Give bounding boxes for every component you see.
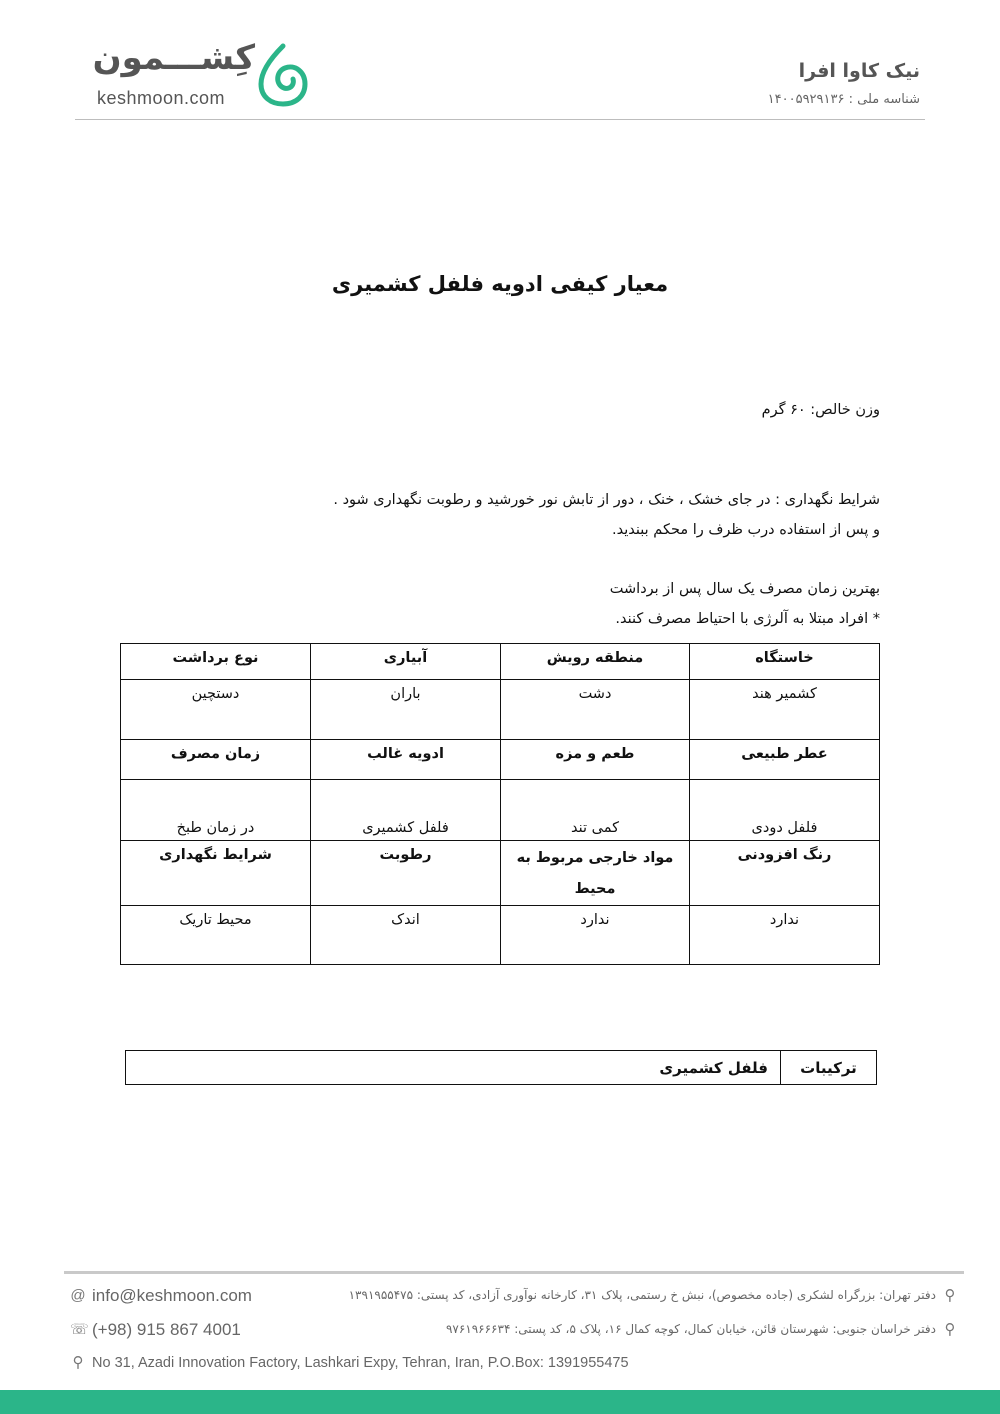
table-cell: دشت (501, 680, 690, 740)
letterhead (75, 30, 925, 120)
footer-khorasan-office: دفتر خراسان جنوبی: شهرستان قائن، خیابان کمال، کوچه کمال ۱۶، پلاک ۵، کد پستی: ۹۷۶۱۹۶۶۶۳۴ (445, 1322, 936, 1336)
footer-email: info@keshmoon.com (92, 1286, 252, 1305)
ingredients-value: فلفل کشمیری (126, 1051, 781, 1085)
table-header-cell: نوع برداشت (121, 644, 311, 680)
footer-row-email (64, 1286, 964, 1310)
table-row (121, 644, 880, 680)
footer-row-phone (64, 1320, 964, 1344)
allergy-note: * افراد مبتلا به آلرژی با احتیاط مصرف کنند. (615, 611, 880, 627)
company-name: نیک کاوا افرا (798, 60, 920, 82)
national-id: شناسه ملی : ۱۴۰۰۵۹۲۹۱۳۶ (767, 92, 920, 107)
table-cell: دستچین (121, 680, 311, 740)
phone-icon: ☏ (70, 1321, 89, 1338)
table-header-cell: ادویه غالب (311, 740, 501, 780)
table-header-cell: خاستگاه (690, 644, 880, 680)
table-row (121, 841, 880, 906)
table-header-cell: زمان مصرف (121, 740, 311, 780)
footer-brand-bar (0, 1390, 1000, 1414)
footer-tehran-office: دفتر تهران: بزرگراه لشکری (جاده مخصوص)، نبش خ رستمی، پلاک ۳۱، کارخانه نوآوری آزادی، کد پستی: ۱۳۹۱۹۵۵۴۷۵ (348, 1288, 936, 1302)
table-header-cell: شرایط نگهداری (121, 841, 311, 906)
table-cell: ندارد (501, 906, 690, 965)
best-use-time: بهترین زمان مصرف یک سال پس از برداشت (609, 581, 880, 597)
logo-domain: keshmoon.com (97, 88, 226, 108)
table-header-cell: منطقه رویش (501, 644, 690, 680)
table-cell: ندارد (690, 906, 880, 965)
net-weight: وزن خالص: ۶۰ گرم (761, 402, 880, 418)
table-cell: فلفل دودی (690, 780, 880, 841)
table-header-cell: آبیاری (311, 644, 501, 680)
table-cell: در زمان طبخ (121, 780, 311, 841)
email-icon: @ (70, 1287, 86, 1304)
location-pin-icon: ⚲ (72, 1354, 84, 1371)
table-row (121, 740, 880, 780)
logo-wordmark: کِشـــمون (92, 38, 255, 78)
storage-conditions-line-2: و پس از استفاده درب ظرف را محکم ببندید. (612, 522, 880, 538)
table-cell: کشمیر هند (690, 680, 880, 740)
table-header-cell: رنگ افزودنی (690, 841, 880, 906)
table-header-cell: طعم و مزه (501, 740, 690, 780)
table-row (126, 1051, 877, 1085)
table-header-cell: مواد خارجی مربوط به محیط (501, 841, 690, 906)
location-pin-icon: ⚲ (944, 1286, 956, 1304)
location-pin-icon: ⚲ (944, 1320, 956, 1338)
table-header-cell: رطوبت (311, 841, 501, 906)
table-row (121, 906, 880, 965)
quality-spec-table (120, 643, 880, 965)
document-title: معیار کیفی ادویه فلفل کشمیری (331, 272, 669, 296)
table-header-cell: عطر طبیعی (690, 740, 880, 780)
company-info (768, 60, 920, 107)
keshmoon-logo (92, 38, 315, 114)
table-row (121, 680, 880, 740)
logo-drop-icon (255, 42, 311, 108)
footer-divider (64, 1271, 964, 1274)
footer-address-en: No 31, Azadi Innovation Factory, Lashkari Expy, Tehran, Iran, P.O.Box: 1391955475 (92, 1355, 629, 1371)
footer-row-address (64, 1354, 964, 1378)
storage-conditions-line-1: شرایط نگهداری : در جای خشک ، خنک ، دور از تابش نور خورشید و رطوبت نگهداری شود . (333, 492, 880, 508)
table-cell: محیط تاریک (121, 906, 311, 965)
table-cell: کمی تند (501, 780, 690, 841)
table-cell: فلفل کشمیری (311, 780, 501, 841)
table-cell: باران (311, 680, 501, 740)
ingredients-table (125, 1050, 877, 1085)
table-row (121, 780, 880, 841)
footer-phone: (+98) 915 867 4001 (92, 1320, 241, 1339)
ingredients-label: ترکیبات (781, 1051, 877, 1085)
table-cell: اندک (311, 906, 501, 965)
